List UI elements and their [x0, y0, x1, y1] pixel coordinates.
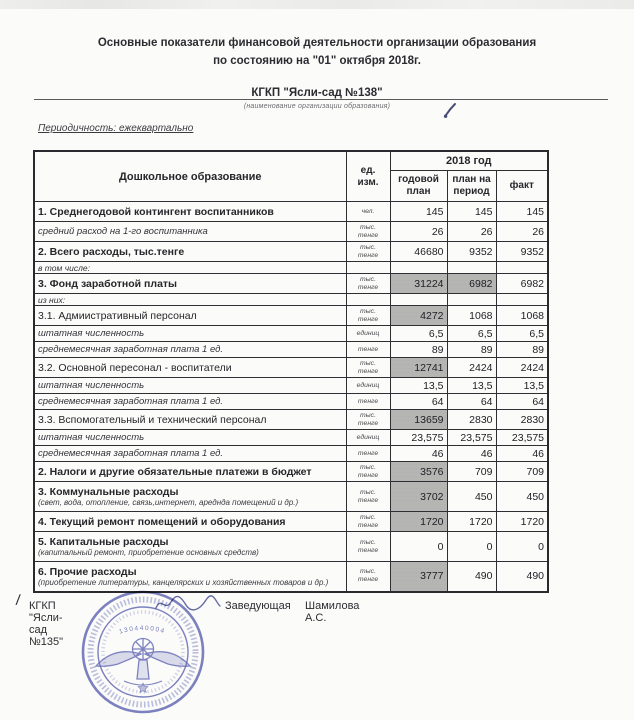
row-unit [346, 262, 390, 274]
cell-annual-plan: 26 [390, 222, 447, 242]
table-row [34, 410, 548, 430]
table-row [34, 294, 548, 306]
header-year-group: 2018 год [390, 151, 548, 171]
organization-caption: (наименование организации образования) [243, 103, 391, 110]
table-row [34, 222, 548, 242]
cell-annual-plan [390, 294, 447, 306]
table-row [34, 430, 548, 446]
cell-annual-plan: 23,575 [390, 430, 447, 446]
cell-fact: 26 [496, 222, 548, 242]
cell-fact: 2424 [496, 358, 548, 378]
table-row [34, 242, 548, 262]
row-unit: чел. [346, 202, 390, 222]
cell-period-plan: 490 [447, 562, 496, 592]
row-label: среднемесячная заработная плата 1 ед. [34, 394, 346, 410]
cell-fact: 450 [496, 482, 548, 512]
row-unit: тыс. тенге [346, 242, 390, 262]
header-period-plan: план на период [447, 171, 496, 202]
table-row [34, 378, 548, 394]
row-unit: тыс. тенге [346, 562, 390, 592]
table-row [34, 306, 548, 326]
cell-period-plan: 23,575 [447, 430, 496, 446]
cell-annual-plan [390, 262, 447, 274]
cell-period-plan: 46 [447, 446, 496, 462]
row-unit: единиц [346, 430, 390, 446]
row-unit: тыс. тенге [346, 512, 390, 532]
row-unit: тыс. тенге [346, 462, 390, 482]
cell-annual-plan: 46 [390, 446, 447, 462]
document-title-line2: по состоянию на "01" октября 2018г. [213, 55, 421, 67]
table-row [34, 202, 548, 222]
table-row [34, 512, 548, 532]
cell-annual-plan: 4272 [390, 306, 447, 326]
row-sublabel: (свет, вода, отопление, связь,интернет, ареднда помещений и др.) [38, 498, 299, 507]
row-unit [346, 294, 390, 306]
stamp-number: 130440004 [118, 624, 167, 636]
cell-annual-plan: 145 [390, 202, 447, 222]
cell-fact: 6,5 [496, 326, 548, 342]
cell-period-plan: 2424 [447, 358, 496, 378]
row-label: штатная численность [34, 378, 346, 394]
cell-period-plan: 709 [447, 462, 496, 482]
footer-position: Заведующая [225, 600, 291, 612]
cell-annual-plan: 3777 [390, 562, 447, 592]
round-seal-stamp [76, 586, 210, 720]
row-label: 3.2. Основной пересонал - воспитатели [34, 358, 346, 378]
row-unit: тенге [346, 342, 390, 358]
row-label: 3.3. Вспомогательный и технический персонал [34, 410, 346, 430]
stamp-emblem [96, 639, 190, 693]
cell-fact: 1720 [496, 512, 548, 532]
cell-fact: 64 [496, 394, 548, 410]
cell-annual-plan: 6,5 [390, 326, 447, 342]
row-label: 3. Фонд заработной платы [34, 274, 346, 294]
cell-period-plan: 9352 [447, 242, 496, 262]
cell-fact: 9352 [496, 242, 548, 262]
table-row [34, 394, 548, 410]
header-annual-plan: годовой план [390, 171, 447, 202]
cell-annual-plan: 0 [390, 532, 447, 562]
cell-period-plan: 450 [447, 482, 496, 512]
cell-fact: 709 [496, 462, 548, 482]
row-label: 1. Среднегодовой контингент воспитанников [34, 202, 346, 222]
table-row [34, 532, 548, 562]
cell-period-plan: 6,5 [447, 326, 496, 342]
row-label: штатная численность [34, 326, 346, 342]
cell-fact: 2830 [496, 410, 548, 430]
pen-mark [441, 102, 459, 122]
svg-text:130440004 [118, 625, 166, 636]
row-label: 3.1. Адмиистративный персонал [34, 306, 346, 326]
row-label: среднемесячная заработная плата 1 ед. [34, 446, 346, 462]
finance-table [33, 150, 549, 593]
row-unit: тенге [346, 394, 390, 410]
row-unit: тенге [346, 446, 390, 462]
row-unit: тыс. тенге [346, 222, 390, 242]
row-label: 5. Капитальные расходы (капитальный ремонт, приобретение основных средств) [34, 532, 346, 562]
cell-annual-plan: 12741 [390, 358, 447, 378]
cell-fact: 46 [496, 446, 548, 462]
row-unit: тыс. тенге [346, 358, 390, 378]
row-label: штатная численность [34, 430, 346, 446]
row-label: 3. Коммунальные расходы (свет, вода, отопление, связь,интернет, ареднда помещений и др.) [34, 482, 346, 512]
cell-period-plan: 6982 [447, 274, 496, 294]
table-row [34, 342, 548, 358]
row-label: 2. Всего расходы, тыс.тенге [34, 242, 346, 262]
row-unit: тыс. тенге [346, 274, 390, 294]
cell-fact: 23,575 [496, 430, 548, 446]
row-unit: тыс. тенге [346, 482, 390, 512]
cell-period-plan: 1068 [447, 306, 496, 326]
handwritten-slash: / [15, 591, 22, 610]
row-sublabel: (приобретение литературы, канцелярских и хозяйственных товаров и др.) [38, 577, 329, 587]
cell-period-plan: 26 [447, 222, 496, 242]
cell-period-plan: 145 [447, 202, 496, 222]
cell-annual-plan: 3702 [390, 482, 447, 512]
cell-annual-plan: 64 [390, 394, 447, 410]
row-unit: тыс. тенге [346, 410, 390, 430]
cell-period-plan: 89 [447, 342, 496, 358]
cell-annual-plan: 13659 [390, 410, 447, 430]
cell-fact: 1068 [496, 306, 548, 326]
header-program: Дошкольное образование [34, 151, 346, 202]
row-label: среднемесячная заработная плата 1 ед. [34, 342, 346, 358]
organization-underline [34, 99, 608, 100]
cell-annual-plan: 31224 [390, 274, 447, 294]
cell-period-plan: 1720 [447, 512, 496, 532]
cell-period-plan: 13,5 [447, 378, 496, 394]
row-unit: единиц [346, 378, 390, 394]
row-unit: тыс. тенге [346, 306, 390, 326]
row-label: в том числе: [34, 262, 346, 274]
cell-period-plan: 2830 [447, 410, 496, 430]
cell-annual-plan: 1720 [390, 512, 447, 532]
table-row [34, 446, 548, 462]
cell-period-plan [447, 262, 496, 274]
cell-period-plan: 0 [447, 532, 496, 562]
header-fact: факт [496, 171, 548, 202]
row-label: 4. Текущий ремонт помещений и оборудования [34, 512, 346, 532]
cell-fact: 13,5 [496, 378, 548, 394]
cell-fact [496, 262, 548, 274]
cell-annual-plan: 3576 [390, 462, 447, 482]
cell-annual-plan: 46680 [390, 242, 447, 262]
cell-fact: 89 [496, 342, 548, 358]
table-row [34, 358, 548, 378]
cell-annual-plan: 13,5 [390, 378, 447, 394]
cell-fact: 6982 [496, 274, 548, 294]
table-row [34, 326, 548, 342]
row-label: 2. Налоги и другие обязательные платежи в бюджет [34, 462, 346, 482]
row-label: средний расход на 1-го воспитанника [34, 222, 346, 242]
footer-organization: КГКП "Ясли-сад №135" [29, 600, 64, 648]
table-row [34, 262, 548, 274]
document-title-line1: Основные показатели финансовой деятельности организации образования [97, 37, 537, 49]
cell-fact [496, 294, 548, 306]
row-label: 6. Прочие расходы (приобретение литературы, канцелярских и хозяйственных товаров и др.) [34, 562, 346, 592]
table-row [34, 462, 548, 482]
row-sublabel: (капитальный ремонт, приобретение основных средств) [38, 548, 259, 557]
row-unit: единиц [346, 326, 390, 342]
scan-edge-artifact [0, 0, 634, 9]
row-label: из них: [34, 294, 346, 306]
cell-fact: 145 [496, 202, 548, 222]
cell-fact: 0 [496, 532, 548, 562]
table-row [34, 274, 548, 294]
cell-annual-plan: 89 [390, 342, 447, 358]
footer-name: Шамилова А.С. [305, 600, 360, 624]
document-title [0, 34, 634, 70]
cell-period-plan [447, 294, 496, 306]
table-row [34, 482, 548, 512]
cell-fact: 490 [496, 562, 548, 592]
row-unit: тыс. тенге [346, 532, 390, 562]
cell-period-plan: 64 [447, 394, 496, 410]
organization-name: КГКП "Ясли-сад №138" [251, 87, 383, 99]
header-unit: ед. изм. [346, 151, 390, 202]
periodicity-label: Периодичность: ежеквартально [38, 123, 194, 134]
